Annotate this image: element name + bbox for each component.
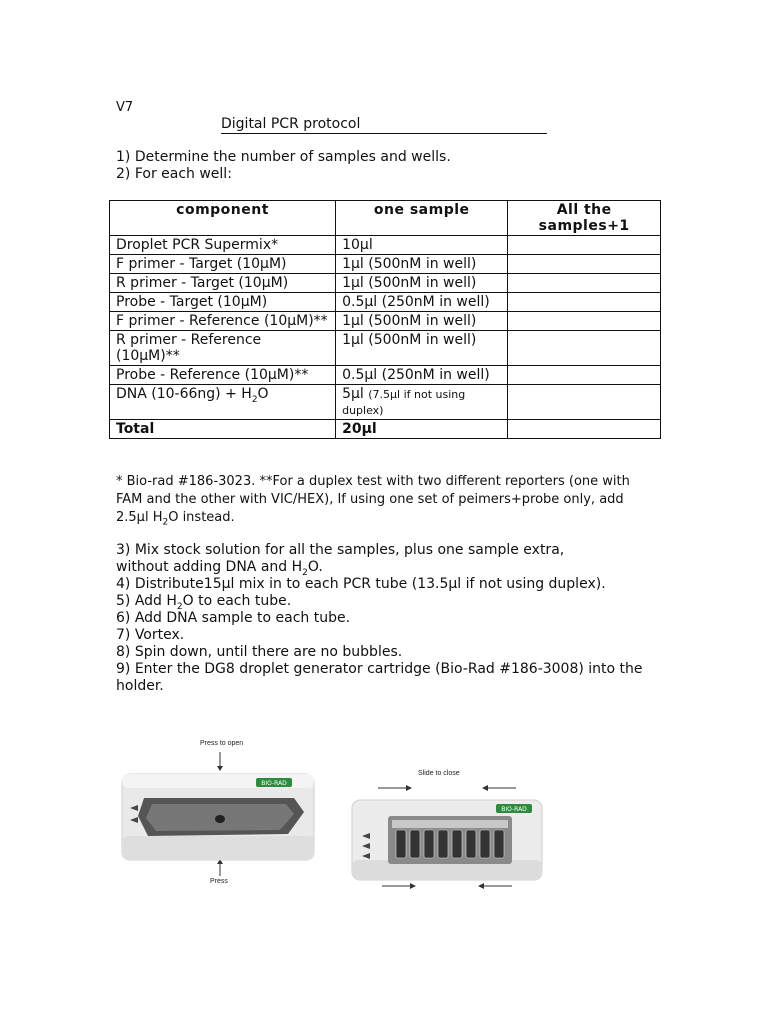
cell-one-sample: 1µl (500nM in well) xyxy=(336,331,508,366)
cell-all xyxy=(508,236,661,255)
table-row-total xyxy=(110,420,661,439)
press-to-open-caption: Press to open xyxy=(200,740,244,747)
step-text: without adding DNA and H xyxy=(116,559,303,575)
cell-component xyxy=(110,385,336,420)
press-caption: Press xyxy=(210,878,228,885)
step-1: 1) Determine the number of samples and wells. xyxy=(116,149,451,165)
table-row xyxy=(110,293,661,312)
cell-total-label: Total xyxy=(110,420,336,439)
holder-closed-illustration xyxy=(348,766,546,894)
cell-component: F primer - Target (10µM) xyxy=(110,255,336,274)
holder-open-figure xyxy=(118,738,316,894)
dna-label: DNA (10-66ng) + H xyxy=(116,386,252,402)
step-2: 2) For each well: xyxy=(116,166,232,182)
step-text: O. xyxy=(307,559,323,575)
cell-component: F primer - Reference (10µM)** xyxy=(110,312,336,331)
cell-one-sample: 0.5µl (250nM in well) xyxy=(336,366,508,385)
step-8: 8) Spin down, until there are no bubbles. xyxy=(116,644,403,660)
table-row xyxy=(110,255,661,274)
step-5 xyxy=(116,593,676,610)
header-one-sample: one sample xyxy=(336,201,508,236)
cell-one-sample: 1µl (500nM in well) xyxy=(336,255,508,274)
dna-volume-note: (7.5µl if not using duplex) xyxy=(342,388,466,417)
step-7: 7) Vortex. xyxy=(116,627,185,643)
cell-all xyxy=(508,331,661,366)
header-component: component xyxy=(110,201,336,236)
dna-label-suffix: O xyxy=(257,386,269,402)
cell-all xyxy=(508,385,661,420)
cell-all xyxy=(508,293,661,312)
cell-one-sample: 10µl xyxy=(336,236,508,255)
cell-all xyxy=(508,255,661,274)
holder-open-illustration xyxy=(118,738,316,894)
holder-closed-figure xyxy=(348,766,546,894)
cell-one-sample xyxy=(336,385,508,420)
table-row xyxy=(110,366,661,385)
step-9: 9) Enter the DG8 droplet generator cartridge (Bio-Rad #186-3008) into the holder. xyxy=(116,661,643,694)
reagent-table xyxy=(109,200,661,439)
table-row-dna xyxy=(110,385,661,420)
cell-all xyxy=(508,366,661,385)
cell-component: Probe - Target (10µM) xyxy=(110,293,336,312)
step-4: 4) Distribute15µl mix in to each PCR tube (13.5µl if not using duplex). xyxy=(116,576,606,592)
step-6: 6) Add DNA sample to each tube. xyxy=(116,610,351,626)
cell-one-sample: 1µl (500nM in well) xyxy=(336,312,508,331)
cell-component: R primer - Target (10µM) xyxy=(110,274,336,293)
step-3: 3) Mix stock solution for all the samples, plus one sample extra, xyxy=(116,542,565,558)
version-label: V7 xyxy=(116,100,134,115)
cell-total-value: 20µl xyxy=(336,420,508,439)
step-text: O to each tube. xyxy=(182,593,292,609)
cell-component: Droplet PCR Supermix* xyxy=(110,236,336,255)
cell-all xyxy=(508,420,661,439)
cell-all xyxy=(508,312,661,331)
dna-volume: 5µl xyxy=(342,386,364,402)
cell-one-sample: 1µl (500nM in well) xyxy=(336,274,508,293)
cell-one-sample: 0.5µl (250nM in well) xyxy=(336,293,508,312)
slide-to-close-caption: Slide to close xyxy=(418,770,460,777)
cell-component: R primer - Reference (10µM)** xyxy=(110,331,336,366)
table-row xyxy=(110,331,661,366)
step-3-continued xyxy=(116,559,676,576)
page-title: Digital PCR protocol xyxy=(221,116,547,134)
cell-component: Probe - Reference (10µM)** xyxy=(110,366,336,385)
bio-rad-logo: BIO-RAD xyxy=(261,780,287,787)
table-footnote xyxy=(116,473,656,527)
subscript: 2 xyxy=(176,601,183,612)
table-row xyxy=(110,312,661,331)
cell-all xyxy=(508,274,661,293)
table-header-row xyxy=(110,201,661,236)
footnote-text: * Bio-rad #186-3023. **For a duplex test with two different reporters (one with FAM and the other with VIC/HEX), If using one set of peimers+probe only, add 2.5µl H xyxy=(116,474,630,525)
protocol-steps xyxy=(116,542,676,695)
step-text: 5) Add H xyxy=(116,593,177,609)
table-row xyxy=(110,274,661,293)
subscript: 2 xyxy=(162,517,169,528)
footnote-text-end: O instead. xyxy=(168,510,235,525)
subscript: 2 xyxy=(302,567,308,578)
table-row xyxy=(110,236,661,255)
subscript: 2 xyxy=(251,394,258,405)
header-all-samples: All the samples+1 xyxy=(508,201,661,236)
bio-rad-logo: BIO-RAD xyxy=(501,806,527,813)
